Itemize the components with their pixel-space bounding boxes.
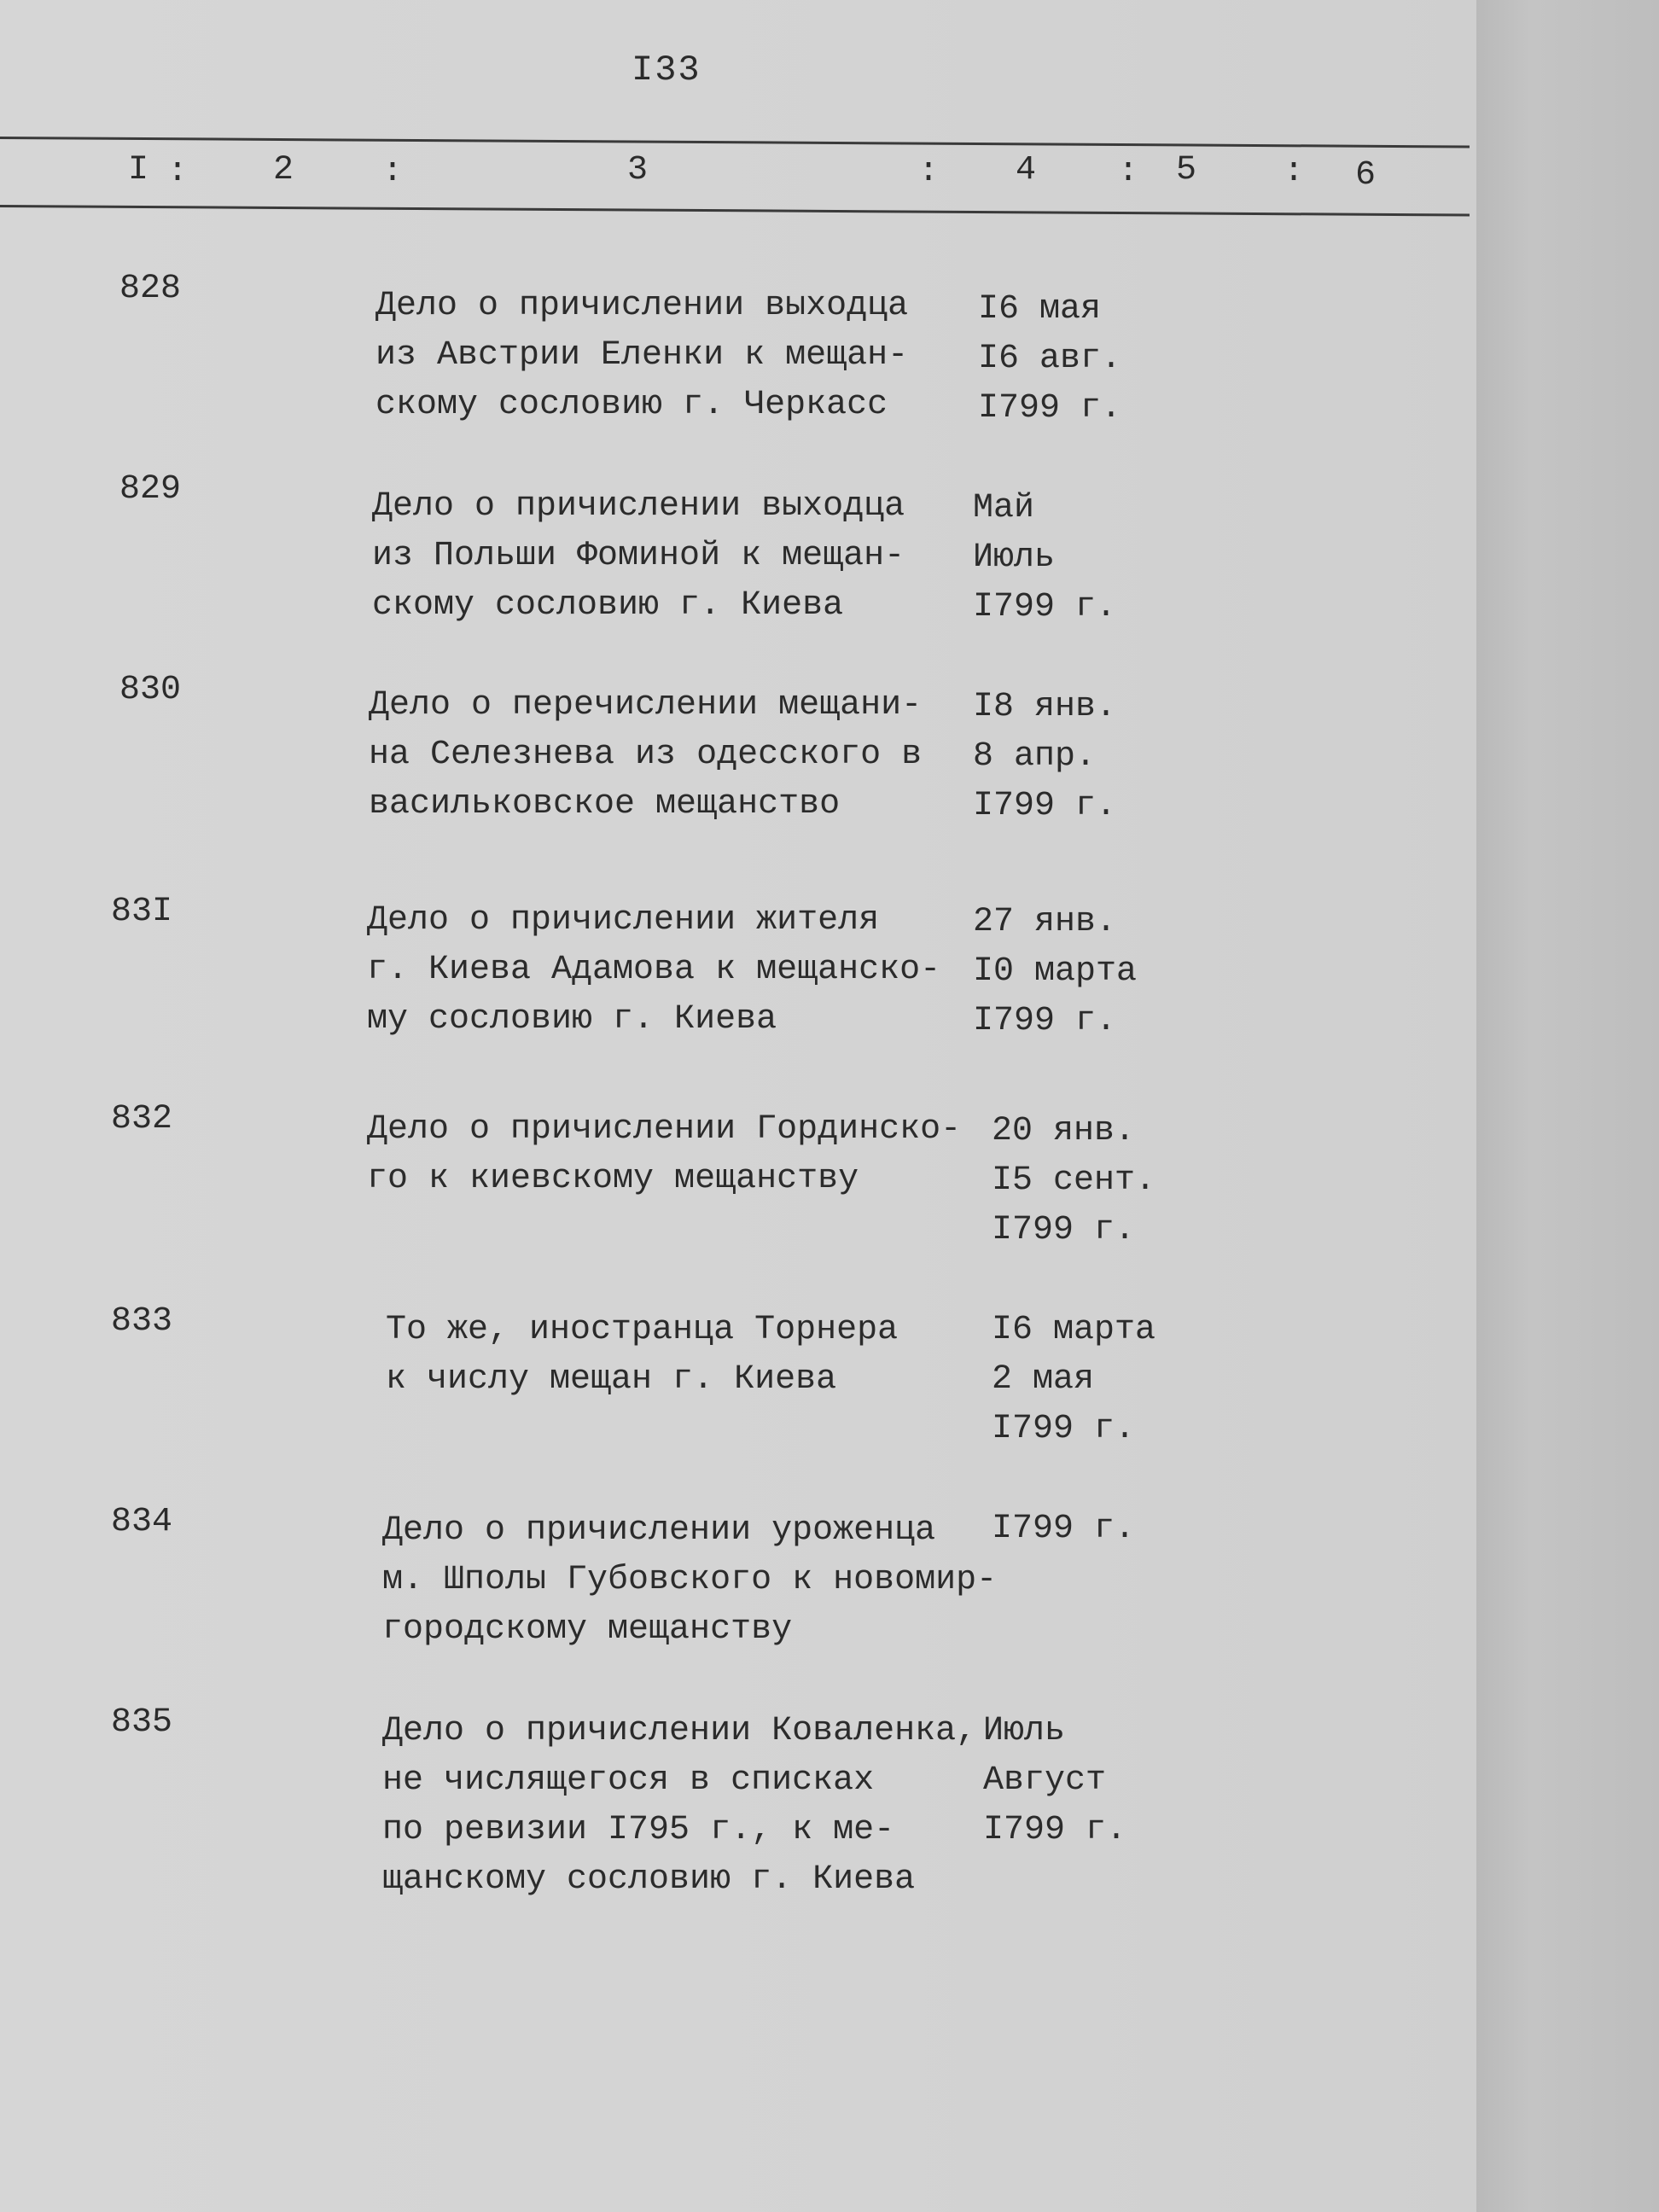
description-line: васильковское мещанство [369,785,841,824]
table-row [0,265,1451,435]
table-row [0,888,1451,1058]
table-row [0,1498,1451,1668]
date-line: I799 г. [992,1211,1136,1249]
header-col-2: 2 [273,151,294,189]
description-line: Дело о перечислении мещани- [369,686,923,725]
entry-description [386,1306,898,1405]
entry-number: 829 [119,470,182,509]
date-line: I799 г. [992,1410,1136,1448]
header-separator: : [1284,153,1305,191]
description-line: г. Киева Адамова к мещанско- [367,951,941,989]
table-row [0,1095,1451,1266]
header-separator: : [167,153,189,191]
date-line: I799 г. [983,1811,1127,1849]
table-row [0,1297,1451,1468]
description-line: не числящегося в списках [382,1761,875,1800]
date-line: 20 янв. [992,1112,1136,1150]
table-row [0,666,1451,836]
date-line: Июль [973,538,1056,577]
description-line: Дело о причислении выходца [372,487,905,526]
description-line: Дело о причислении жителя [367,901,880,940]
description-line: Дело о причислении уроженца [382,1511,936,1550]
page-number: I33 [632,49,701,90]
description-line: Дело о причислении выходца [375,287,909,325]
header-col-4: 4 [1016,151,1037,189]
entry-number: 832 [111,1100,173,1138]
entry-number: 83I [111,893,173,931]
entry-dates [992,1505,1135,1554]
entry-dates [973,898,1137,1046]
entry-dates [978,285,1121,434]
date-line: I799 г. [978,389,1122,428]
table-row [0,465,1451,636]
date-line: I5 сент. [992,1161,1156,1200]
entry-number: 828 [119,270,182,308]
description-line: му сословию г. Киева [367,1000,777,1039]
entry-description [375,282,908,430]
date-line: I799 г. [973,787,1117,825]
entry-number: 833 [111,1302,173,1341]
description-line: городскому мещанству [382,1610,793,1649]
date-line: 27 янв. [973,903,1117,941]
entry-dates [973,683,1116,831]
header-separator: : [1118,153,1139,191]
date-line: I799 г. [973,588,1117,626]
date-line: Май [973,489,1035,527]
description-line: Дело о причислении Гординско- [367,1110,962,1149]
entry-description [369,681,922,830]
entry-dates [973,484,1116,632]
date-line: I6 марта [992,1311,1156,1349]
description-line: м. Шполы Губовского к новомир- [382,1561,998,1599]
description-line: То же, иностранца Торнера [386,1311,899,1349]
date-line: I6 авг. [978,340,1122,378]
description-line: к числу мещан г. Киева [386,1360,837,1399]
entry-number: 834 [111,1503,173,1541]
header-bottom-rule [0,205,1470,217]
date-line: Июль [983,1712,1066,1750]
date-line: 2 мая [992,1360,1095,1399]
entry-description [367,1105,961,1204]
date-line: I799 г. [992,1510,1136,1548]
date-line: I0 марта [973,952,1138,991]
description-line: Дело о причислении Коваленка, [382,1712,977,1750]
entry-dates [992,1107,1155,1255]
header-col-6: 6 [1355,156,1377,195]
header-separator: : [918,153,940,191]
date-line: I6 мая [978,290,1102,329]
description-line: по ревизии I795 г., к ме- [382,1811,895,1849]
date-line: I8 янв. [973,688,1117,726]
table-row [0,1698,1451,1920]
entry-description [372,482,905,631]
description-line: из Польши Фоминой к мещан- [372,537,905,575]
header-col-3: 3 [627,151,649,189]
entry-number: 835 [111,1703,173,1742]
entry-dates [992,1306,1155,1454]
entry-number: 830 [119,671,182,709]
header-separator: : [382,153,404,191]
page-edge-shadow [1476,0,1659,2212]
description-line: из Австрии Еленки к мещан- [375,336,909,375]
description-line: на Селезнева из одесского в [369,736,923,774]
header-top-rule [0,137,1470,148]
entry-description [382,1707,976,1905]
entry-description [367,896,940,1045]
description-line: скому сословию г. Черкасс [375,386,888,424]
date-line: 8 апр. [973,737,1097,776]
date-line: I799 г. [973,1002,1117,1040]
description-line: го к киевскому мещанству [367,1160,859,1198]
date-line: Август [983,1761,1107,1800]
header-col-1: I [128,151,149,189]
header-col-5: 5 [1176,151,1197,189]
description-line: щанскому сословию г. Киева [382,1860,916,1899]
description-line: скому сословию г. Киева [372,586,844,625]
entry-description [382,1506,997,1655]
entry-dates [983,1707,1126,1855]
